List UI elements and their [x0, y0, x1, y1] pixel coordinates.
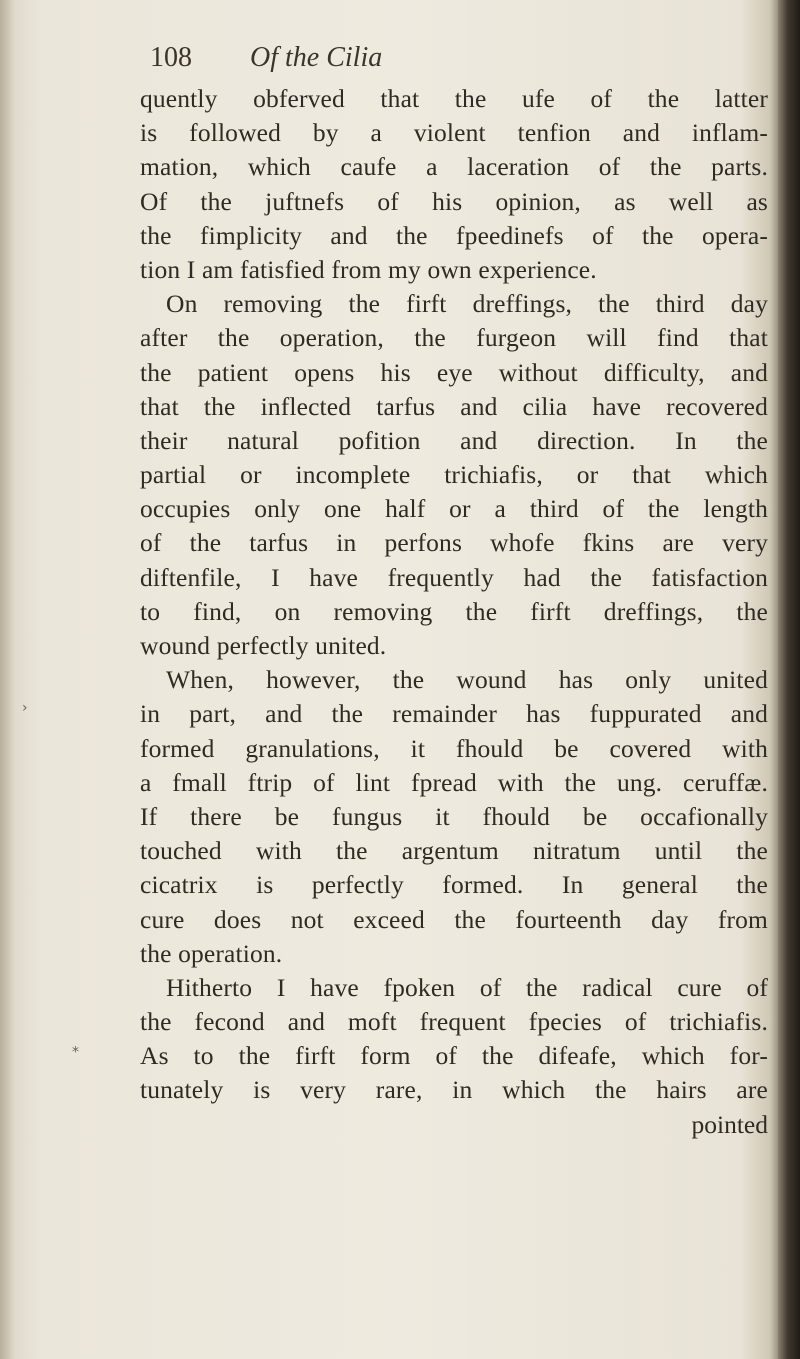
text-line: of the tarfus in perfons whofe fkins are very — [140, 528, 768, 558]
text-line: mation, which caufe a laceration of the parts. — [140, 152, 768, 182]
body-text — [140, 82, 768, 1142]
page-number: 108 — [150, 42, 192, 73]
catchword: pointed — [691, 1109, 768, 1139]
text-line: When, however, the wound has only united — [166, 665, 768, 695]
text-line: touched with the argentum nitratum until the — [140, 836, 768, 866]
margin-smudge-mark: › — [22, 700, 28, 716]
text-line: that the inflected tarfus and cilia have recovered — [140, 391, 768, 421]
text-line: the fecond and moft frequent fpecies of trichiafis. — [140, 1007, 768, 1037]
text-line: the operation. — [140, 938, 283, 968]
text-line: diftenfile, I have frequently had the fatisfaction — [140, 562, 768, 592]
text-line: the fimplicity and the fpeedinefs of the opera- — [140, 220, 768, 250]
text-line: On removing the firft dreffings, the third day — [166, 289, 768, 319]
text-line: wound perfectly united. — [140, 631, 387, 660]
text-line: to find, on removing the firft dreffings, the — [140, 596, 768, 626]
page-fore-edge — [778, 0, 800, 1359]
text-line: partial or incomplete trichiafis, or that which — [140, 460, 768, 490]
page-gutter-edge — [0, 0, 14, 1359]
text-line: cicatrix is perfectly formed. In general the — [140, 870, 768, 900]
text-line: in part, and the remainder has fuppurated and — [140, 699, 768, 729]
text-line: is followed by a violent tenfion and inflam- — [140, 118, 768, 148]
running-head: Of the Cilia — [250, 42, 383, 73]
text-line: tunately is very rare, in which the hairs are — [140, 1075, 768, 1105]
text-line: cure does not exceed the fourteenth day from — [140, 904, 768, 934]
text-line: the patient opens his eye without difficulty, and — [140, 357, 768, 387]
text-line: If there be fungus it fhould be occafionally — [140, 801, 768, 831]
text-line: after the operation, the furgeon will find that — [140, 323, 768, 353]
text-line: their natural pofition and direction. In the — [140, 425, 768, 455]
text-line: occupies only one half or a third of the length — [140, 494, 768, 524]
text-line: quently obferved that the ufe of the latter — [140, 84, 768, 113]
text-line: Hitherto I have fpoken of the radical cure of — [166, 972, 768, 1002]
text-line: a fmall ftrip of lint fpread with the ung. ceruffæ. — [140, 767, 768, 797]
margin-smudge-mark: ⁎ — [72, 1040, 79, 1056]
text-line: formed granulations, it fhould be covered with — [140, 733, 768, 763]
text-line: tion I am fatisfied from my own experience. — [140, 254, 597, 284]
text-line: Of the juftnefs of his opinion, as well as — [140, 186, 768, 216]
text-line: As to the firft form of the difeafe, which for- — [140, 1041, 768, 1071]
